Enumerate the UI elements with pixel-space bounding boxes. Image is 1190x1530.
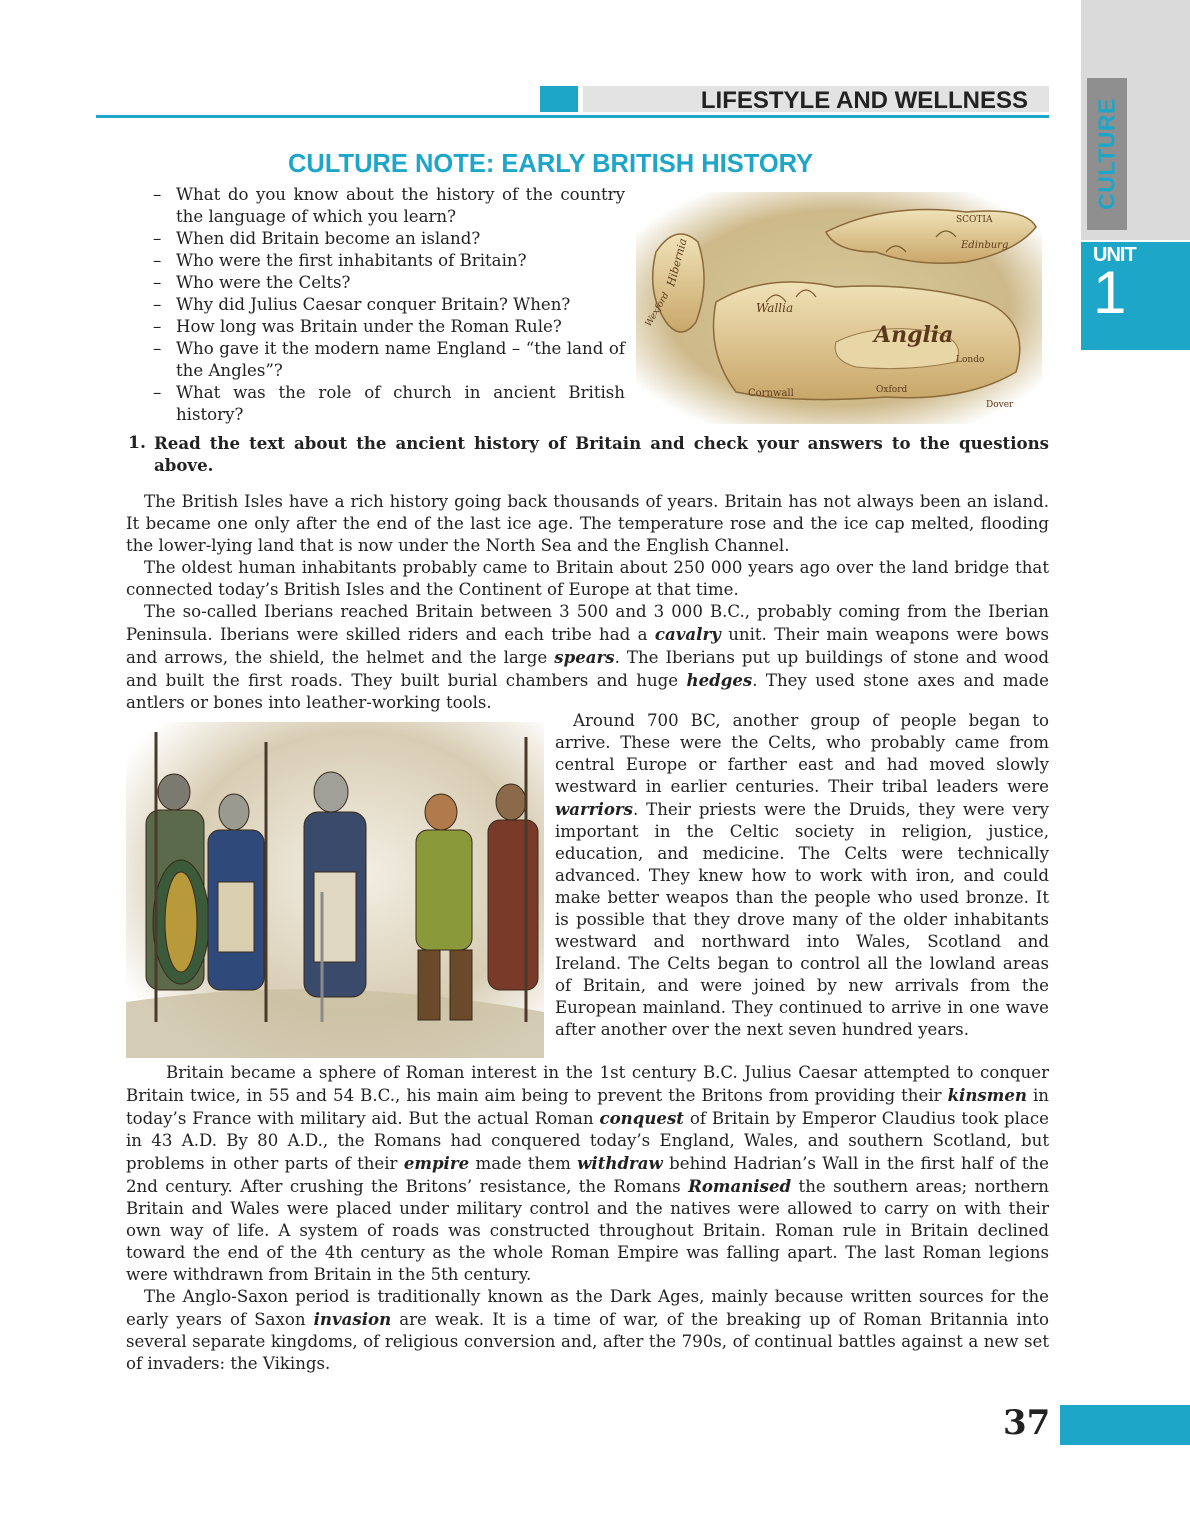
text-block-celts — [555, 710, 1049, 1041]
page-number: 37 — [1003, 1403, 1051, 1443]
question-item: – What was the role of church in ancient British history? — [153, 382, 625, 426]
vocab-word: hedges — [686, 670, 753, 690]
vocab-word: conquest — [599, 1108, 684, 1128]
question-item: – Who were the first inhabitants of Britain? — [153, 250, 625, 272]
task-number: 1. — [128, 433, 146, 453]
paragraph-isles: The British Isles have a rich history going back thousands of years. Britain has not always been an island. It became one only after the end of the last ice age. The temperature rose and the ice cap melted, flooding the lower-lying land that is now under the North Sea and the English Channel. — [126, 492, 1049, 555]
map-label-edinburg: Edinburg — [961, 240, 1009, 251]
vocab-word: empire — [403, 1153, 470, 1173]
vocab-word: invasion — [313, 1309, 392, 1329]
vocab-word: spears — [554, 647, 615, 667]
side-tab-culture — [1087, 78, 1127, 230]
map-label-cornwall: Cornwall — [748, 388, 794, 399]
vocab-word: kinsmen — [947, 1085, 1027, 1105]
header-rule — [96, 115, 1049, 118]
celtic-warriors-image — [126, 722, 544, 1058]
task-instruction — [128, 432, 1049, 476]
question-item: – Why did Julius Caesar conquer Britain? When? — [153, 294, 625, 316]
vocab-word: warriors — [555, 799, 633, 819]
page-title: CULTURE NOTE: EARLY BRITISH HISTORY — [288, 150, 814, 178]
question-list — [153, 184, 625, 426]
map-label-scotia: SCOTIA — [956, 215, 993, 225]
vocab-word: Romanised — [688, 1176, 792, 1196]
map-label-londo: Londo — [956, 355, 985, 365]
text-block-1 — [126, 491, 1049, 714]
paragraph-iberians: The so-called Iberians reached Britain between 3 500 and 3 000 B.C., probably coming from the Iberian Peninsula. Iberians were skilled riders and each tribe had a cavalry unit. Their main weapons were bows and arrows, the shield, the helmet and the large spears. The Iberians put up buildings of stone and wood and built the first roads. They built burial chambers and huge hedges. They used stone axes and made antlers or bones into leather-working tools. — [126, 602, 1049, 712]
vocab-word: withdraw — [577, 1153, 663, 1173]
question-item: – When did Britain become an island? — [153, 228, 625, 250]
paragraph-oldest-inhabitants: The oldest human inhabitants probably came to Britain about 250 000 years ago over the land bridge that connected today’s British Isles and the Continent of Europe at that time. — [126, 558, 1049, 599]
header-accent-square — [540, 86, 578, 112]
map-label-wallia: Wallia — [756, 301, 794, 315]
task-text: Read the text about the ancient history of Britain and check your answers to the questions above. — [154, 433, 1049, 475]
map-label-hibernia: Hibernia — [664, 236, 690, 288]
paragraph-celts: Around 700 BC, another group of people began to arrive. These were the Celts, who probably came from central Europe or farther east and had moved slowly westward in earlier centuries. Their tribal leaders were warriors. Their priests were the Druids, they were very important in the Celtic society in religion, justice, education, and medicine. The Celts were technically advanced. They knew how to work with iron, and could make better weapos than the people who used bronze. It is possible that they drove many of the older inhabitants westward and northward into Wales, Scotland and Ireland. The Celts began to control all the lowland areas of Britain, and were joined by new arrivals from the European mainland. They continued to arrive in one wave after another over the next seven hundred years. — [555, 711, 1049, 1039]
text-block-3 — [126, 1062, 1049, 1375]
unit-number: 1 — [1093, 259, 1127, 326]
question-item: – How long was Britain under the Roman Rule? — [153, 316, 625, 338]
side-tab-label: CULTURE — [1093, 98, 1120, 210]
question-item: – Who were the Celts? — [153, 272, 625, 294]
question-item: – Who gave it the modern name England – “the land of the Angles”? — [153, 338, 625, 382]
vocab-word: cavalry — [654, 624, 721, 644]
map-label-anglia: Anglia — [874, 322, 954, 348]
unit-label: UNIT — [1093, 244, 1136, 266]
paragraph-anglo-saxon: The Anglo-Saxon period is traditionally known as the Dark Ages, mainly because written sources for the early years of Saxon invasion are weak. It is a time of war, of the breaking up of Roman Britannia into several separate kingdoms, of religious conversion and, after the 790s, of continual battles against a new set of invaders: the Vikings. — [126, 1287, 1050, 1373]
map-label-wexford: Wexford — [643, 290, 672, 329]
unit-badge — [1081, 242, 1190, 350]
map-label-dover: Dover — [986, 400, 1014, 410]
paragraph-romans: Britain became a sphere of Roman interest in the 1st century B.C. Julius Caesar attempted to conquer Britain twice, in 55 and 54 B.C., his main aim being to prevent the Britons from providing their kinsmen in today’s France with military aid. But the actual Roman conquest of Britain by Emperor Claudius took place in 43 A.D. By 80 A.D., the Romans had conquered today’s England, Wales, and southern Scotland, but problems in other parts of their empire made them withdraw behind Hadrian’s Wall in the first half of the 2nd century. After crushing the Britons’ resistance, the Romans Romanised the southern areas; northern Britain and Wales were placed under military control and the natives were allowed to carry on with their own way of life. A system of roads was constructed throughout Britain. Roman rule in Britain declined toward the end of the 4th century as the whole Roman Empire was falling apart. The last Roman legions were withdrawn from Britain in the 5th century. — [126, 1063, 1049, 1284]
question-item: – What do you know about the history of the country the language of which you learn? — [153, 184, 625, 228]
page-number-bar — [1060, 1405, 1190, 1445]
old-map-image — [636, 192, 1042, 424]
section-header-title: LIFESTYLE AND WELLNESS — [700, 87, 1028, 114]
map-label-oxford: Oxford — [876, 385, 908, 395]
